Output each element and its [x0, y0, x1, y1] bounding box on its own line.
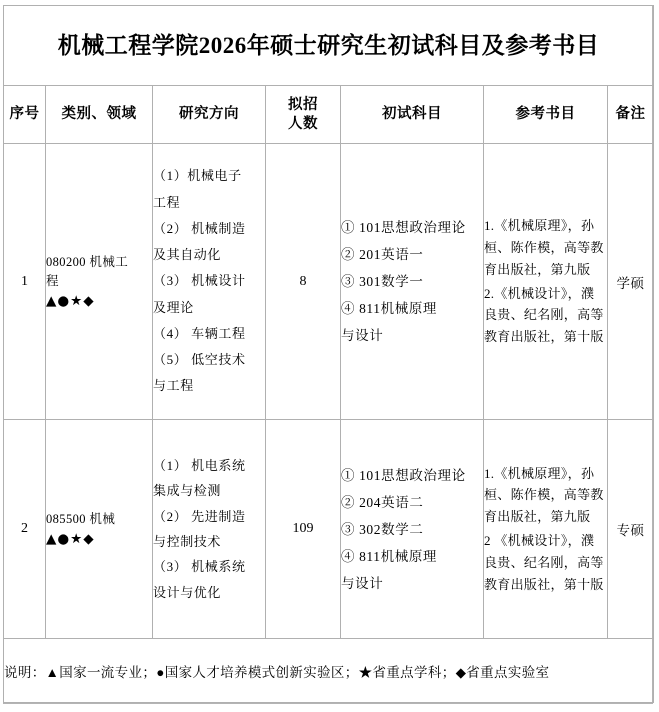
table-row: [4, 144, 654, 420]
header-subjects: 初试科目: [341, 86, 484, 144]
row-index: 2: [4, 420, 46, 639]
subject-line: ④ 811机械原理: [341, 548, 438, 564]
legend-note: 说明：▲国家一流专业；●国家人才培养模式创新实验区；★省重点学科；◆省重点实验室: [4, 664, 550, 680]
header-quota-line1: 拟招: [288, 97, 318, 114]
row-quota: 8: [266, 144, 341, 420]
subject-line: ③ 301数学一: [341, 274, 424, 289]
category-code: 085500 机械: [46, 512, 116, 527]
header-category: 类别、领域: [46, 86, 153, 144]
book-entry: 1.《机械原理》，孙桓、陈作模，高等教育出版社，第九版: [484, 218, 604, 277]
subject-line: 与设计: [341, 575, 384, 591]
note-cell: [4, 639, 654, 703]
direction-line: （2） 机械制造: [153, 220, 246, 236]
header-quota-line2: 人数: [288, 115, 318, 132]
header-books: 参考书目: [484, 86, 608, 144]
row-category: [46, 144, 153, 420]
row-remark: 专硕: [608, 420, 654, 639]
category-symbols: ▲●★◆: [46, 292, 95, 309]
direction-line: （5） 低空技术: [153, 352, 246, 368]
row-index: 1: [4, 144, 46, 420]
book-entry: 1.《机械原理》，孙桓、陈作模，高等教育出版社，第九版: [484, 465, 604, 525]
row-subjects: [341, 420, 484, 639]
category-symbols: ▲●★◆: [46, 530, 95, 547]
subject-line: 与设计: [341, 328, 384, 343]
subject-line: ④ 811机械原理: [341, 301, 438, 316]
direction-line: （4） 车辆工程: [153, 325, 246, 341]
subject-line: ① 101思想政治理论: [341, 467, 466, 483]
direction-line: （3） 机械系统: [153, 559, 246, 575]
direction-line: 设计与优化: [153, 584, 222, 600]
row-remark: 学硕: [608, 144, 654, 420]
category-code-cont: 程: [46, 274, 59, 289]
subject-line: ③ 302数学二: [341, 521, 424, 537]
row-books: [484, 420, 608, 639]
table-header-row: [4, 86, 654, 144]
title-row: [4, 6, 654, 86]
header-direction: 研究方向: [153, 86, 266, 144]
row-directions: [153, 144, 266, 420]
subject-line: ② 201英语一: [341, 247, 424, 262]
direction-line: 与控制技术: [153, 534, 222, 549]
header-index: 序号: [4, 86, 46, 144]
book-entry: 2.《机械设计》，濮良贵、纪名刚，高等教育出版社，第十版: [484, 285, 604, 345]
direction-line: （2） 先进制造: [153, 508, 246, 524]
direction-line: （3） 机械设计: [153, 273, 246, 289]
direction-line: （1）机械电子: [153, 168, 242, 184]
page-title: 机械工程学院2026年硕士研究生初试科目及参考书目: [57, 32, 600, 58]
direction-line: 工程: [153, 194, 181, 210]
row-subjects: [341, 144, 484, 420]
direction-line: （1） 机电系统: [153, 457, 246, 473]
book-entry: 2 《机械设计》，濮良贵、纪名刚，高等教育出版社，第十版: [484, 533, 604, 592]
header-remark: 备注: [608, 86, 654, 144]
direction-line: 与工程: [153, 378, 194, 394]
row-category: [46, 420, 153, 639]
header-quota: [266, 86, 341, 144]
direction-line: 集成与检测: [153, 483, 222, 499]
title-cell: [4, 6, 654, 86]
direction-line: 及其自动化: [153, 247, 222, 263]
subject-line: ② 204英语二: [341, 494, 424, 510]
subject-line: ① 101思想政治理论: [341, 220, 466, 235]
admission-table: [3, 5, 654, 703]
table-row: [4, 420, 654, 639]
row-books: [484, 144, 608, 420]
row-directions: [153, 420, 266, 639]
category-code: 080200 机械工: [46, 255, 129, 270]
note-row: [4, 639, 654, 703]
direction-line: 及理论: [153, 299, 194, 315]
row-quota: 109: [266, 420, 341, 639]
